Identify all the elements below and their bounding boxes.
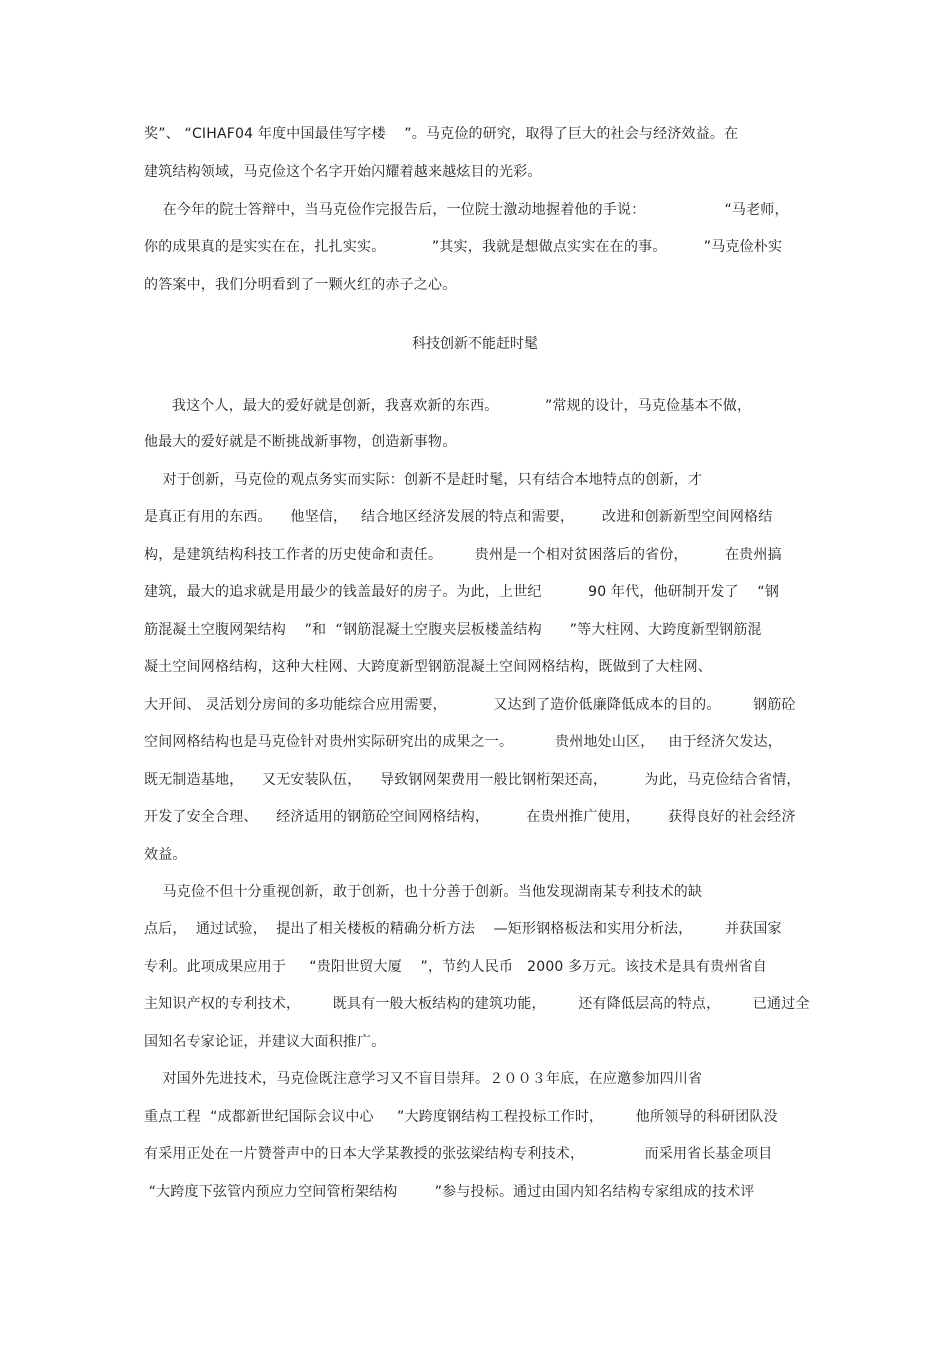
paragraph-4-line-3: 构，是建筑结构科技工作者的历史使命和责任。 贵州是一个相对贫困落后的省份， 在贵州搞 bbox=[144, 547, 782, 563]
section-heading: 科技创新不能赶时髦 bbox=[412, 336, 538, 352]
paragraph-4-line-6: 凝土空间网格结构，这种大柱网、大跨度新型钢筋混凝土空间网格结构，既做到了大柱网、 bbox=[144, 659, 712, 675]
paragraph-4-line-8: 空间网格结构也是马克俭针对贵州实际研究出的成果之一。 贵州地处山区， 由于经济欠发达， bbox=[144, 734, 782, 750]
paragraph-1-line-1: 奖”、 “CIHAF04 年度中国最佳写字楼 ”。马克俭的研究，取得了巨大的社会与经济效益。在 bbox=[144, 126, 739, 142]
paragraph-4-line-10: 开发了安全合理、 经济适用的钢筋砼空间网格结构， 在贵州推广使用， 获得良好的社会经济 bbox=[144, 809, 796, 825]
paragraph-4-line-11: 效益。 bbox=[144, 847, 187, 863]
paragraph-3-line-1: 我这个人，最大的爱好就是创新，我喜欢新的东西。 ”常规的设计，马克俭基本不做， bbox=[144, 398, 752, 414]
paragraph-6-line-1: 对国外先进技术，马克俭既注意学习又不盲目崇拜。２００３年底，在应邀参加四川省 bbox=[144, 1071, 703, 1087]
paragraph-6-line-2: 重点工程 “成都新世纪国际会议中心 ”大跨度钢结构工程投标工作时， 他所领导的科研团队没 bbox=[144, 1109, 778, 1125]
paragraph-4-line-4: 建筑，最大的追求就是用最少的钱盖最好的房子。为此，上世纪 90 年代，他研制开发了 “钢 bbox=[144, 584, 780, 600]
paragraph-4-line-1: 对于创新，马克俭的观点务实而实际：创新不是赶时髦，只有结合本地特点的创新，才 bbox=[144, 472, 703, 488]
paragraph-5-line-3: 专利。此项成果应用于 “贵阳世贸大厦 ”，节约人民币 2000 多万元。该技术是具有贵州省自 bbox=[144, 959, 767, 975]
paragraph-5-line-5: 国知名专家论证，并建议大面积推广。 bbox=[144, 1034, 386, 1050]
paragraph-2-line-2: 你的成果真的是实实在在，扎扎实实。 ”其实，我就是想做点实实在在的事。 ”马克俭朴实 bbox=[144, 239, 783, 255]
paragraph-2-line-3: 的答案中，我们分明看到了一颗火红的赤子之心。 bbox=[144, 277, 457, 293]
paragraph-5-line-4: 主知识产权的专利技术， 既具有一般大板结构的建筑功能， 还有降低层高的特点， 已通过全 bbox=[144, 996, 810, 1012]
paragraph-4-line-7: 大开间、 灵活划分房间的多功能综合应用需要， 又达到了造价低廉降低成本的目的。 钢筋砼 bbox=[144, 697, 796, 713]
paragraph-1-line-2: 建筑结构领域，马克俭这个名字开始闪耀着越来越炫目的光彩。 bbox=[144, 164, 542, 180]
paragraph-4-line-2: 是真正有用的东西。 他坚信， 结合地区经济发展的特点和需要， 改进和创新新型空间网格结 bbox=[144, 509, 773, 525]
paragraph-5-line-2: 点后， 通过试验， 提出了相关楼板的精确分析方法 —矩形钢格板法和实用分析法， 并获国家 bbox=[144, 921, 782, 937]
paragraph-4-line-9: 既无制造基地， 又无安装队伍， 导致钢网架费用一般比钢桁架还高， 为此，马克俭结合省情， bbox=[144, 772, 801, 788]
paragraph-6-line-4: “大跨度下弦管内预应力空间管桁架结构 ”参与投标。通过由国内知名结构专家组成的技术评 bbox=[144, 1184, 755, 1200]
paragraph-4-line-5: 筋混凝土空腹网架结构 ”和 “钢筋混凝土空腹夹层板楼盖结构 ”等大柱网、大跨度新型钢筋混 bbox=[144, 622, 762, 638]
paragraph-3-line-2: 他最大的爱好就是不断挑战新事物，创造新事物。 bbox=[144, 434, 457, 450]
paragraph-2-line-1: 在今年的院士答辩中，当马克俭作完报告后，一位院士激动地握着他的手说： “马老师， bbox=[144, 202, 789, 218]
paragraph-5-line-1: 马克俭不但十分重视创新，敢于创新，也十分善于创新。当他发现湖南某专利技术的缺 bbox=[144, 884, 703, 900]
paragraph-6-line-3: 有采用正处在一片赞誉声中的日本大学某教授的张弦梁结构专利技术， 而采用省长基金项目 bbox=[144, 1146, 773, 1162]
